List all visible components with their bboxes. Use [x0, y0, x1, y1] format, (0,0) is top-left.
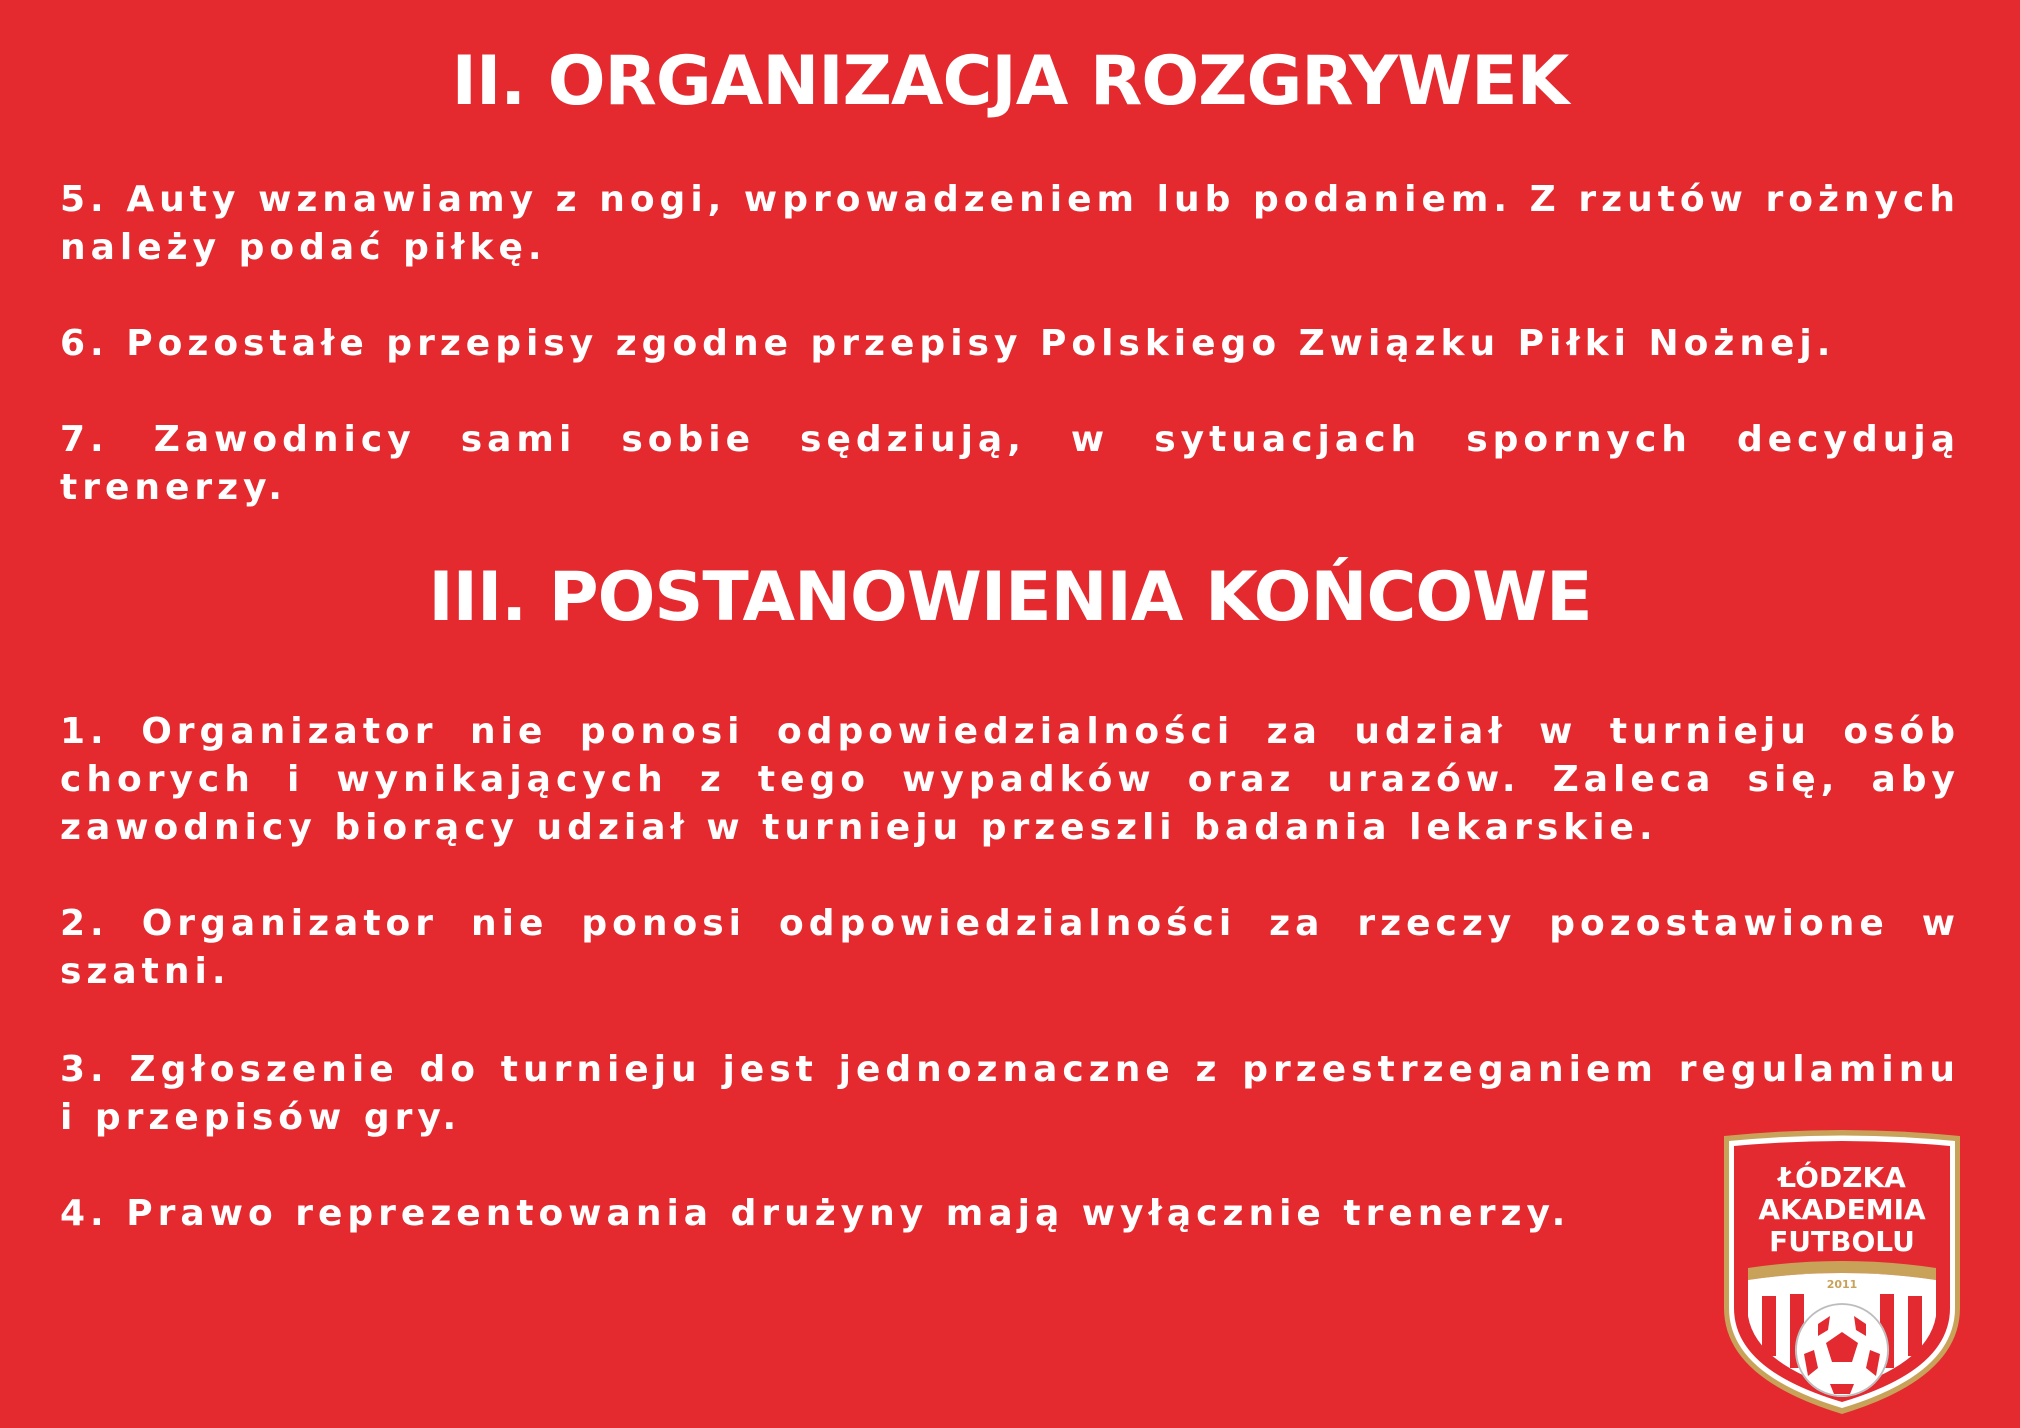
logo-line-3: FUTBOLU: [1769, 1225, 1915, 1258]
logo-line-1: ŁÓDZKA: [1778, 1161, 1906, 1194]
academy-logo: [1718, 1128, 1966, 1416]
final-item-1: 1. Organizator nie ponosi odpowiedzialności za udział w turnieju osób chorych i wynikających z tego wypadków oraz urazów. Zaleca się, aby zawodnicy biorący udział w turnieju przeszli badania lekarskie.: [60, 711, 1960, 848]
final-item-2: 2. Organizator nie ponosi odpowiedzialności za rzeczy pozostawione w szatni.: [60, 903, 1960, 992]
final-item-4: 4. Prawo reprezentowania drużyny mają wyłącznie trenerzy.: [60, 1193, 1571, 1234]
rule-item-5: 5. Auty wznawiamy z nogi, wprowadzeniem lub podaniem. Z rzutów rożnych należy podać piłkę.: [60, 179, 1960, 268]
section-title-organizacja: II. ORGANIZACJA ROZGRYWEK: [451, 42, 1569, 121]
final-item-3: 3. Zgłoszenie do turnieju jest jednoznaczne z przestrzeganiem regulaminu i przepisów gry.: [60, 1049, 1960, 1138]
rule-item-6: 6. Pozostałe przepisy zgodne przepisy Polskiego Związku Piłki Nożnej.: [60, 323, 1836, 364]
rule-item-7: 7. Zawodnicy sami sobie sędziują, w sytuacjach spornych decydują trenerzy.: [60, 419, 1960, 508]
logo-year: 2011: [1826, 1278, 1858, 1291]
logo-line-2: AKADEMIA: [1758, 1193, 1926, 1226]
section-title-postanowienia: III. POSTANOWIENIA KOŃCOWE: [428, 558, 1592, 637]
